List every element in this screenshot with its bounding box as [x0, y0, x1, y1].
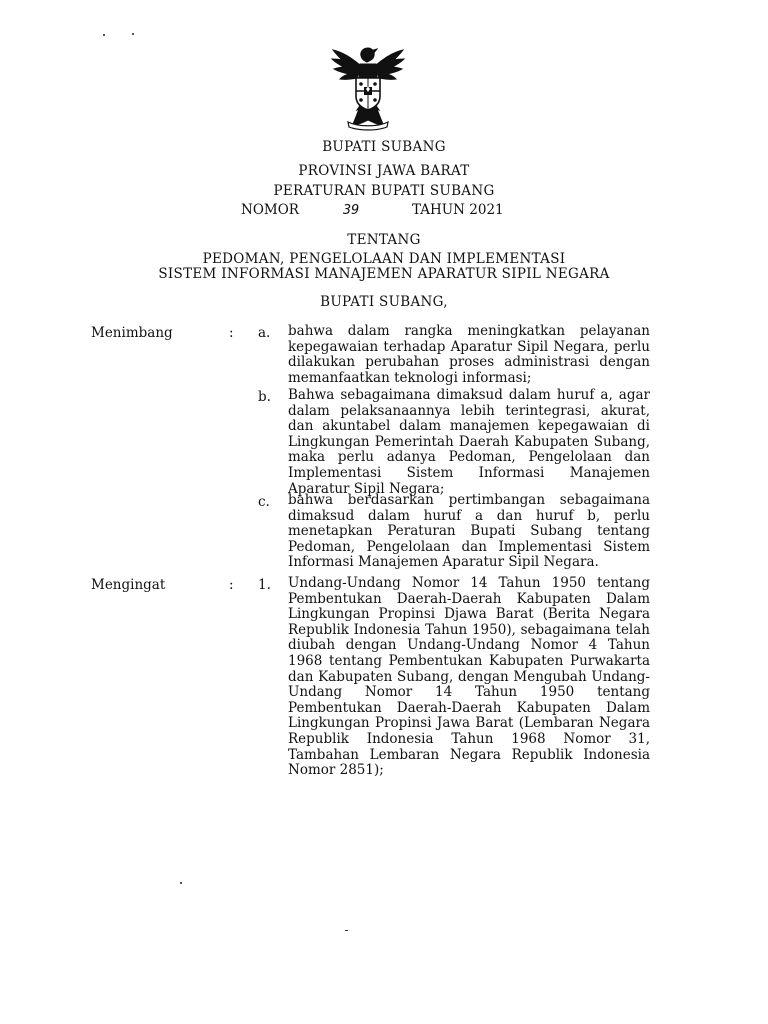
- scan-speck: [345, 930, 348, 931]
- regulation-title-line-2: SISTEM INFORMASI MANAJEMEN APARATUR SIPIL NEGARA: [158, 266, 610, 282]
- garuda-emblem-icon: [330, 44, 406, 134]
- year-label: TAHUN 2021: [412, 202, 504, 218]
- menimbang-item-marker: c.: [258, 494, 270, 510]
- province-title: PROVINSI JAWA BARAT: [298, 163, 470, 179]
- menimbang-item-text: Bahwa sebagaimana dimaksud dalam huruf a, agar dalam pelaksanaannya lebih terintegrasi, akurat, dan akuntabel dalam manajemen kepegawaian di Lingkungan Pemerintah Daerah Kabupaten Subang, maka perlu adanya Pedoman, Pengelolaan dan Implementasi Sistem Informasi Manajemen Aparatur Sipil Negara;: [288, 387, 650, 497]
- nomor-value: 39: [343, 202, 360, 218]
- menimbang-item-text: bahwa dalam rangka meningkatkan pelayanan kepegawaian terhadap Aparatur Sipil Negara, perlu dilakukan perubahan proses administrasi dengan memanfaatkan teknologi informasi;: [288, 323, 650, 386]
- menimbang-colon: :: [229, 325, 234, 341]
- issuer-title: BUPATI SUBANG: [322, 139, 446, 155]
- regulation-title-line-1: PEDOMAN, PENGELOLAAN DAN IMPLEMENTASI: [202, 251, 566, 267]
- scan-speck: [103, 34, 105, 36]
- mengingat-colon: :: [229, 577, 234, 593]
- mengingat-item-text: Undang-Undang Nomor 14 Tahun 1950 tentang Pembentukan Daerah-Daerah Kabupaten Dalam Lingkungan Propinsi Djawa Barat (Berita Negara Republik Indonesia Tahun 1950), sebagaimana telah diubah dengan Undang-Undang Nomor 4 Tahun 1968 tentang Pembentukan Kabupaten Purwakarta dan Kabupaten Subang, dengan Mengubah Undang-Undang Nomor 14 Tahun 1950 tentang Pembentukan Daerah-Daerah Kabupaten Dalam Lingkungan Propinsi Jawa Barat (Lembaran Negara Republik Indonesia Tahun 1968 Nomor 31, Tambahan Lembaran Negara Republik Indonesia Nomor 2851);: [288, 575, 650, 779]
- mengingat-label: Mengingat: [91, 577, 166, 593]
- scan-speck: [132, 33, 134, 35]
- regulation-type: PERATURAN BUPATI SUBANG: [273, 183, 495, 199]
- mengingat-item-marker: 1.: [258, 577, 271, 593]
- menimbang-item-text: bahwa berdasarkan pertimbangan sebagaimana dimaksud dalam huruf a dan huruf b, perlu menetapkan Peraturan Bupati Subang tentang Pedoman, Pengelolaan dan Implementasi Sistem Informasi Manajemen Aparatur Sipil Negara.: [288, 492, 650, 571]
- tentang-heading: TENTANG: [347, 232, 421, 248]
- signatory-heading: BUPATI SUBANG,: [320, 294, 448, 310]
- menimbang-item-marker: b.: [258, 389, 271, 405]
- menimbang-label: Menimbang: [91, 325, 173, 341]
- nomor-label: NOMOR: [241, 202, 299, 218]
- menimbang-item-marker: a.: [258, 325, 271, 341]
- scan-speck: [180, 882, 182, 884]
